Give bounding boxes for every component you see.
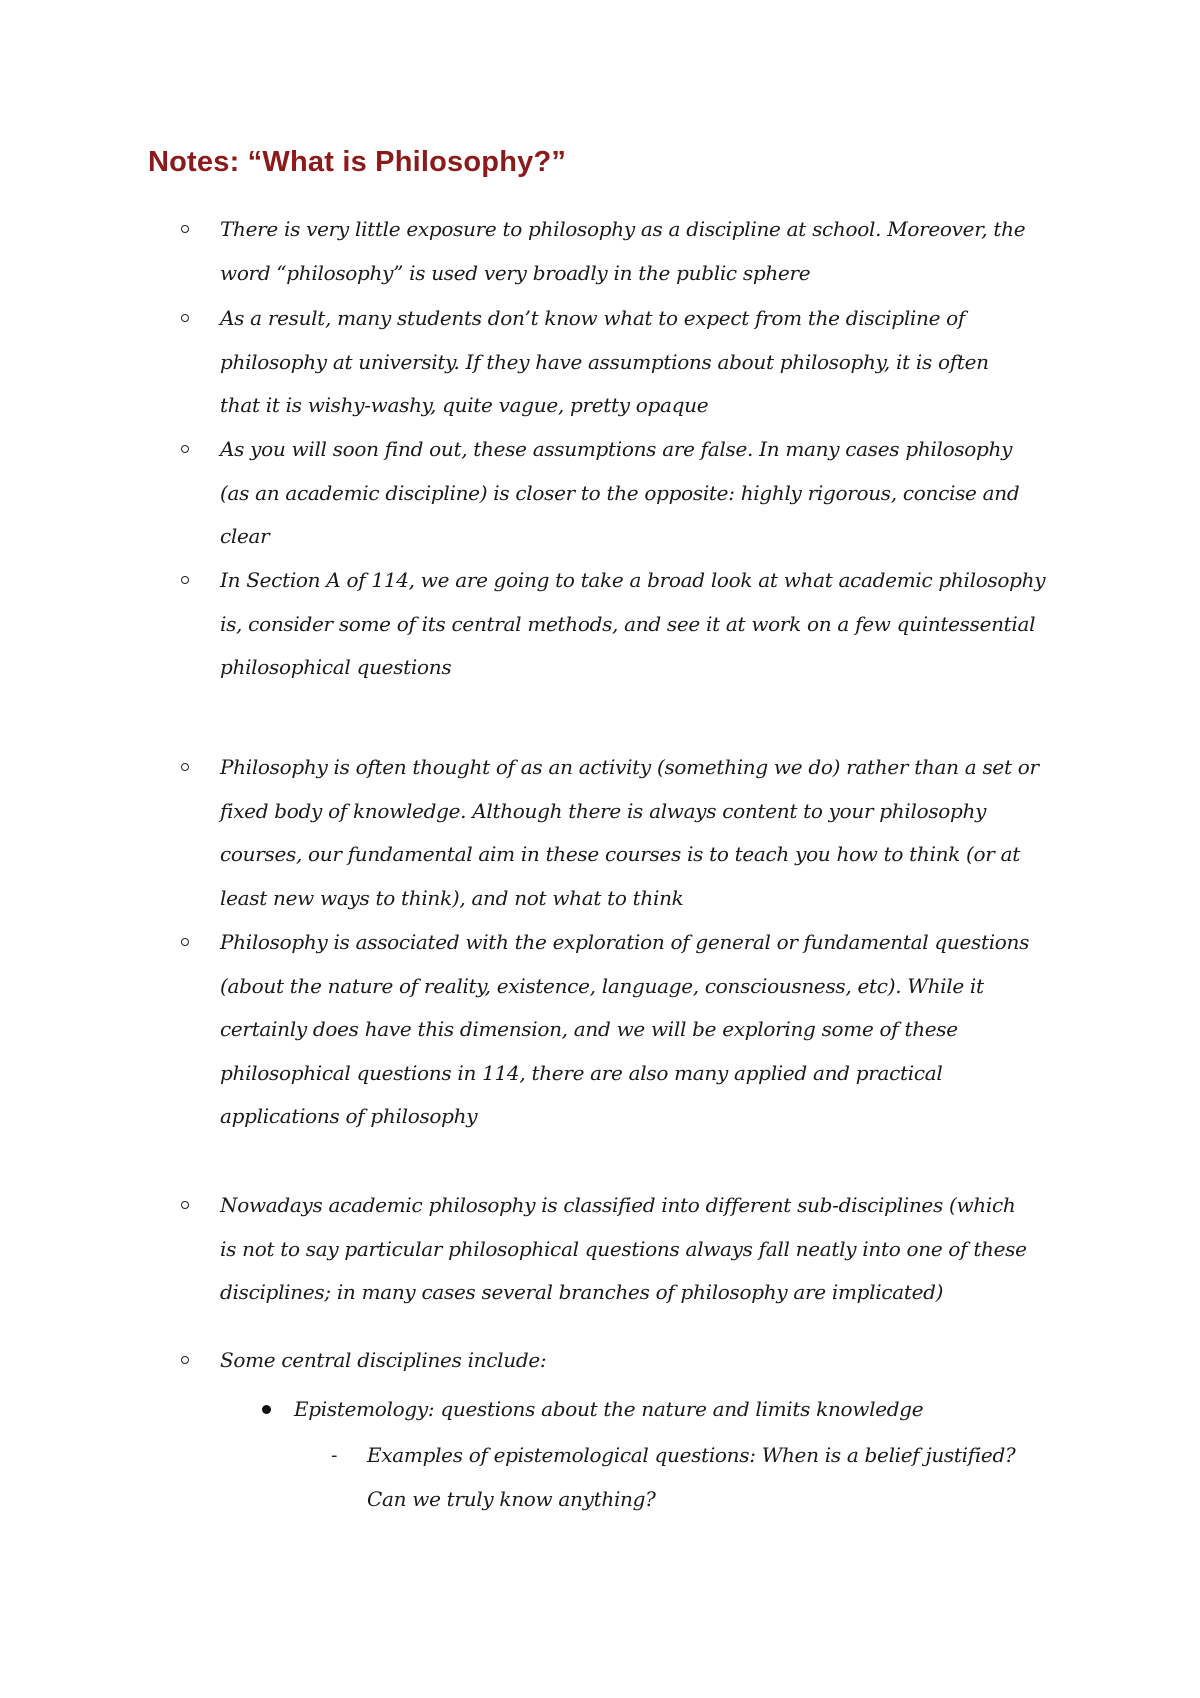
hollow-circle-bullet-icon bbox=[181, 314, 189, 322]
list-item-line: In Section A of 114, we are going to take a broad look at what academic philosophy bbox=[220, 568, 1046, 592]
list-item-line: philosophical questions bbox=[220, 655, 452, 680]
sub-sub-list-item-line: Can we truly know anything? bbox=[367, 1486, 656, 1511]
list-item bbox=[220, 746, 1080, 920]
list-item-line: As a result, many students don’t know what to expect from the discipline of bbox=[220, 306, 966, 330]
filled-circle-bullet-icon bbox=[262, 1405, 271, 1414]
hollow-circle-bullet-icon bbox=[181, 763, 189, 771]
list-item bbox=[220, 921, 1080, 1139]
sub-sub-list-item-line: Examples of epistemological questions: When is a belief justified? bbox=[367, 1443, 1016, 1467]
list-item-line: disciplines; in many cases several branches of philosophy are implicated) bbox=[220, 1280, 944, 1305]
page-title: Notes: “What is Philosophy?” bbox=[148, 146, 567, 178]
sub-list-item-line: Epistemology: questions about the nature and limits knowledge bbox=[294, 1397, 924, 1421]
list-item-line: Philosophy is associated with the exploration of general or fundamental questions bbox=[220, 930, 1030, 954]
list-item-line: least new ways to think), and not what to think bbox=[220, 885, 684, 910]
list-item-line: courses, our fundamental aim in these courses is to teach you how to think (or at bbox=[220, 842, 1020, 867]
list-item-line: Philosophy is often thought of as an activity (something we do) rather than a set or bbox=[220, 755, 1039, 779]
list-item bbox=[220, 428, 1080, 559]
list-item bbox=[220, 559, 1080, 690]
hollow-circle-bullet-icon bbox=[181, 1356, 189, 1364]
list-item-line: philosophy at university. If they have assumptions about philosophy, it is often bbox=[220, 349, 989, 374]
list-item-line: applications of philosophy bbox=[220, 1104, 478, 1129]
list-item-line: There is very little exposure to philosophy as a discipline at school. Moreover, the bbox=[220, 217, 1026, 241]
list-item-line: certainly does have this dimension, and we will be exploring some of these bbox=[220, 1017, 958, 1042]
list-item-line: Some central disciplines include: bbox=[220, 1348, 547, 1372]
list-item bbox=[220, 208, 1080, 295]
list-item bbox=[220, 1184, 1080, 1315]
dash-bullet-icon: - bbox=[331, 1445, 338, 1466]
list-item-line: As you will soon find out, these assumptions are false. In many cases philosophy bbox=[220, 437, 1013, 461]
list-item-line: clear bbox=[220, 524, 270, 549]
list-item bbox=[220, 1339, 1080, 1383]
list-item bbox=[220, 297, 1080, 428]
list-item-line: Nowadays academic philosophy is classified into different sub-disciplines (which bbox=[220, 1193, 1016, 1217]
list-item-line: philosophical questions in 114, there are also many applied and practical bbox=[220, 1060, 943, 1085]
hollow-circle-bullet-icon bbox=[181, 576, 189, 584]
list-item-line: fixed body of knowledge. Although there is always content to your philosophy bbox=[220, 798, 987, 823]
hollow-circle-bullet-icon bbox=[181, 1201, 189, 1209]
list-item-line: is not to say particular philosophical questions always fall neatly into one of these bbox=[220, 1236, 1027, 1261]
hollow-circle-bullet-icon bbox=[181, 225, 189, 233]
list-item-line: (about the nature of reality, existence, language, consciousness, etc). While it bbox=[220, 973, 984, 998]
list-item-line: (as an academic discipline) is closer to the opposite: highly rigorous, concise and bbox=[220, 480, 1020, 505]
sub-sub-list-item bbox=[331, 1434, 1107, 1521]
list-item-line: that it is wishy-washy, quite vague, pretty opaque bbox=[220, 393, 709, 418]
list-item-line: is, consider some of its central methods, and see it at work on a few quintessential bbox=[220, 611, 1036, 636]
list-item-line: word “philosophy” is used very broadly in the public sphere bbox=[220, 260, 811, 285]
sub-list-item bbox=[294, 1388, 1094, 1432]
hollow-circle-bullet-icon bbox=[181, 938, 189, 946]
hollow-circle-bullet-icon bbox=[181, 445, 189, 453]
